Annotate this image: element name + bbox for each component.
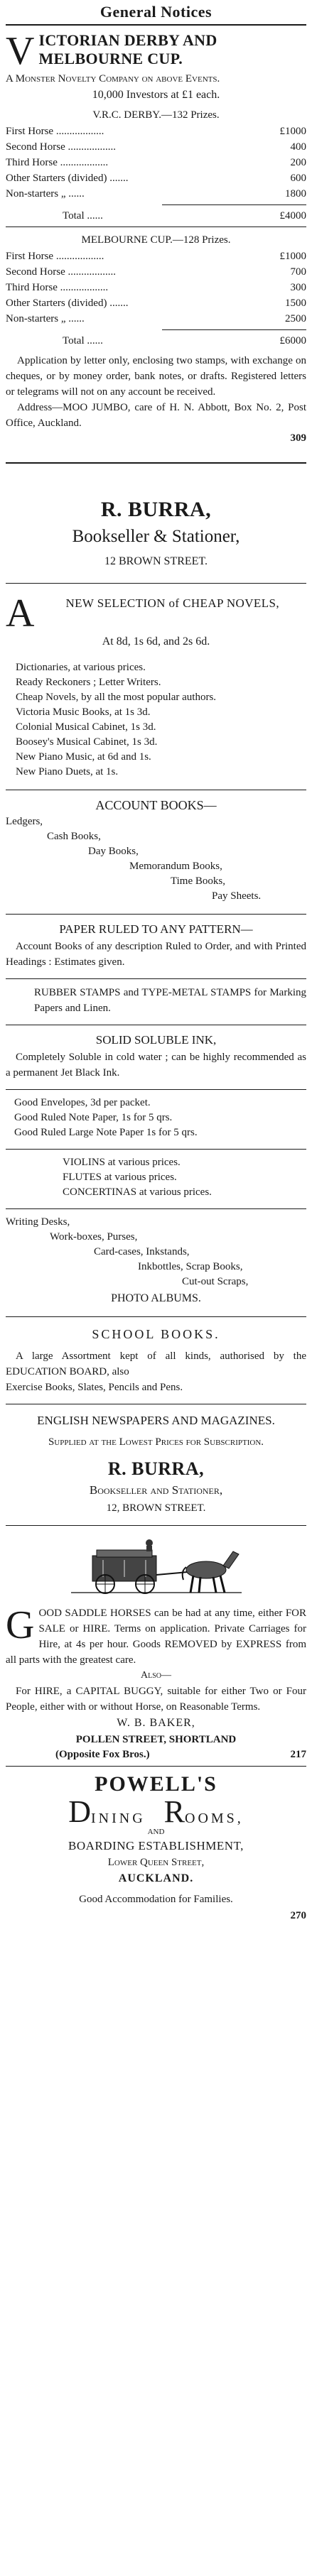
prize-row [6, 124, 306, 139]
baker-opposite: (Opposite Fox Bros.) [55, 1749, 150, 1760]
ink-title: SOLID SOLUBLE INK, [95, 1033, 217, 1047]
prize-value: 1800 [285, 188, 306, 200]
burra-street: 12 BROWN STREET. [104, 555, 208, 567]
instrument-item: CONCERTINAS at various prices. [63, 1186, 212, 1198]
desk-list [6, 1215, 306, 1289]
prize-label: First Horse .................. [6, 126, 104, 137]
school-books-text: A large Assortment kept of all kinds, authorised by the EDUCATION BOARD, also [6, 1350, 306, 1377]
prize-label: Second Horse .................. [6, 141, 116, 153]
desk-item: Cut-out Scraps, [182, 1276, 249, 1287]
ad-reference-number: 217 [290, 1749, 306, 1760]
prize-row [6, 295, 306, 311]
section-header: General Notices [6, 0, 306, 26]
envelope-item: Good Envelopes, 3d per packet. [14, 1097, 151, 1108]
burra-name: R. BURRA, [100, 498, 212, 521]
total-label: Total ...... [63, 335, 103, 346]
prize-label: Non-starters „ ...... [6, 313, 85, 324]
list-item: Victoria Music Books, at 1s 3d. [16, 706, 151, 718]
prize-row [6, 170, 306, 186]
vrc-prize-table [6, 124, 306, 202]
prize-value: 2500 [285, 313, 306, 324]
baker-hire-text: For HIRE, a CAPITAL BUGGY, suitable for either Two or Four People, either with or without Horse, on Reasonable Terms. [6, 1686, 306, 1713]
account-book-item: Day Books, [88, 846, 139, 857]
list-item: New Piano Duets, at 1s. [16, 766, 119, 777]
prize-value: 700 [290, 266, 306, 278]
prize-value: £1000 [279, 251, 306, 262]
paper-ruled-title: PAPER RULED TO ANY PATTERN— [59, 922, 253, 936]
english-newspapers-title: ENGLISH NEWSPAPERS AND MAGAZINES. [37, 1414, 275, 1427]
powell-boarding: BOARDING ESTABLISHMENT, [68, 1839, 244, 1852]
prize-label: Other Starters (divided) ....... [6, 173, 129, 184]
cup-total-row [6, 333, 306, 349]
powell-street: Lower Queen Street, [107, 1857, 205, 1868]
prize-label: Third Horse .................. [6, 157, 109, 168]
list-item: New Piano Music, at 6d and 1s. [16, 751, 151, 763]
account-book-item: Ledgers, [6, 816, 43, 827]
envelope-list [6, 1096, 306, 1140]
powell-advertisement [6, 1767, 306, 1923]
desk-item: Card-cases, Inkstands, [94, 1246, 190, 1257]
prize-row [6, 186, 306, 202]
account-book-item: Cash Books, [47, 831, 101, 842]
burra-advertisement [6, 464, 306, 1517]
prize-label: Other Starters (divided) ....... [6, 298, 129, 309]
prize-label: Second Horse .................. [6, 266, 116, 278]
prize-row [6, 264, 306, 280]
drop-cap: G [6, 1605, 35, 1647]
list-item: Dictionaries, at various prices. [16, 662, 146, 673]
burra-trade: Bookseller & Stationer, [72, 527, 240, 546]
cup-title: MELBOURNE CUP.—128 Prizes. [81, 234, 231, 246]
prize-value: 1500 [285, 298, 306, 309]
burra-trade-footer: Bookseller and Stationer, [89, 1483, 223, 1497]
derby-intro: A Monster Novelty Company on above Events. [6, 73, 220, 84]
burra-selection: NEW SELECTION of CHEAP NOVELS, [65, 596, 279, 610]
photo-albums: PHOTO ALBUMS. [111, 1292, 201, 1304]
instrument-list [6, 1155, 306, 1200]
burra-prices: At 8d, 1s 6d, and 2s 6d. [102, 635, 210, 648]
ad-reference-number: 270 [290, 1910, 306, 1921]
rubber-stamps-text: RUBBER STAMPS and TYPE-METAL STAMPS for Marking Papers and Linen. [34, 987, 306, 1014]
drop-cap: D [68, 1794, 91, 1829]
envelope-item: Good Ruled Note Paper, 1s for 5 qrs. [14, 1112, 173, 1123]
prize-row [6, 280, 306, 295]
derby-address: Address—MOO JUMBO, care of H. N. Abbott, Box No. 2, Post Office, Auckland. [6, 402, 306, 429]
prize-value: 600 [290, 173, 306, 184]
envelope-item: Good Ruled Large Note Paper 1s for 5 qrs. [14, 1127, 198, 1138]
account-books-list [6, 814, 306, 904]
total-value: £6000 [279, 335, 306, 346]
school-books-title: SCHOOL BOOKS. [92, 1327, 220, 1341]
burra-item-list [6, 660, 306, 780]
desk-item: Writing Desks, [6, 1216, 70, 1228]
rooms-word: OOMS, [185, 1811, 244, 1826]
prize-value: 400 [290, 141, 306, 153]
cup-prize-table [6, 249, 306, 327]
drop-cap: V [6, 31, 35, 68]
dining-rooms-line [6, 1794, 306, 1829]
prize-row [6, 139, 306, 155]
total-value: £4000 [279, 210, 306, 222]
powell-city: AUCKLAND. [118, 1872, 194, 1884]
prize-value: 200 [290, 157, 306, 168]
burra-street-footer: 12, BROWN STREET. [106, 1502, 206, 1514]
drop-cap: A [6, 594, 35, 631]
prize-value: £1000 [279, 126, 306, 137]
list-item: Cheap Novels, by all the most popular authors. [16, 692, 217, 703]
prize-label: First Horse .................. [6, 251, 104, 262]
prize-label: Third Horse .................. [6, 282, 109, 293]
account-books-title: ACCOUNT BOOKS— [95, 798, 217, 812]
baker-advertisement [6, 1526, 306, 1762]
list-item: Boosey's Musical Cabinet, 1s 3d. [16, 736, 158, 748]
newspaper-column [6, 0, 306, 2576]
instrument-item: VIOLINS at various prices. [63, 1157, 181, 1168]
prize-value: 300 [290, 282, 306, 293]
total-label: Total ...... [63, 210, 103, 222]
account-book-item: Pay Sheets. [212, 890, 262, 902]
desk-item: Work-boxes, Purses, [50, 1231, 138, 1243]
list-item: Colonial Musical Cabinet, 1s 3d. [16, 721, 156, 733]
paper-ruled-text: Account Books of any description Ruled to Order, and with Printed Headings : Estimates given. [6, 941, 306, 968]
vrc-total-row [6, 208, 306, 224]
dining-word: INING [90, 1811, 146, 1826]
baker-also: Also— [140, 1670, 171, 1681]
baker-street: POLLEN STREET, SHORTLAND [75, 1734, 237, 1745]
account-book-item: Time Books, [171, 875, 225, 887]
prize-row [6, 155, 306, 170]
ad-reference-number: 309 [290, 432, 306, 444]
desk-item: Inkbottles, Scrap Books, [138, 1261, 243, 1272]
derby-application: Application by letter only, enclosing two stamps, with exchange on cheques, or by money order, bank notes, or drafts. Registered letters or telegrams will not on any account be received. [6, 355, 306, 398]
prize-label: Non-starters „ ...... [6, 188, 85, 200]
drop-cap: R [163, 1794, 185, 1829]
burra-name-footer: R. BURRA, [107, 1458, 205, 1479]
prize-row [6, 311, 306, 327]
horse-carriage-illustration [64, 1536, 249, 1600]
derby-advertisement [6, 26, 306, 445]
powell-and: AND [147, 1828, 165, 1836]
derby-headline: ICTORIAN DERBY AND MELBOURNE CUP. [38, 31, 217, 67]
prize-row [6, 249, 306, 264]
instrument-item: FLUTES at various prices. [63, 1172, 177, 1183]
account-book-item: Memorandum Books, [129, 861, 222, 872]
powell-name: POWELL'S [95, 1772, 217, 1796]
vrc-title: V.R.C. DERBY.—132 Prizes. [92, 109, 220, 121]
list-item: Ready Reckoners ; Letter Writers. [16, 677, 161, 688]
supplied-text: Supplied at the Lowest Prices for Subscription. [48, 1436, 264, 1448]
baker-text: OOD SADDLE HORSES can be had at any time, either FOR SALE or HIRE. Terms on application. Private Carriages for Hire, at 4s per hour. Goods REMOVED by EXPRESS from all parts with the greatest care. [6, 1608, 306, 1666]
baker-name: W. B. BAKER, [117, 1717, 195, 1729]
powell-accommodation: Good Accommodation for Families. [79, 1894, 233, 1905]
derby-investors: 10,000 Investors at £1 each. [92, 89, 220, 101]
school-books-text2: Exercise Books, Slates, Pencils and Pens. [6, 1382, 183, 1393]
ink-text: Completely Soluble in cold water ; can be highly recommended as a permanent Jet Black Ink. [6, 1052, 306, 1079]
